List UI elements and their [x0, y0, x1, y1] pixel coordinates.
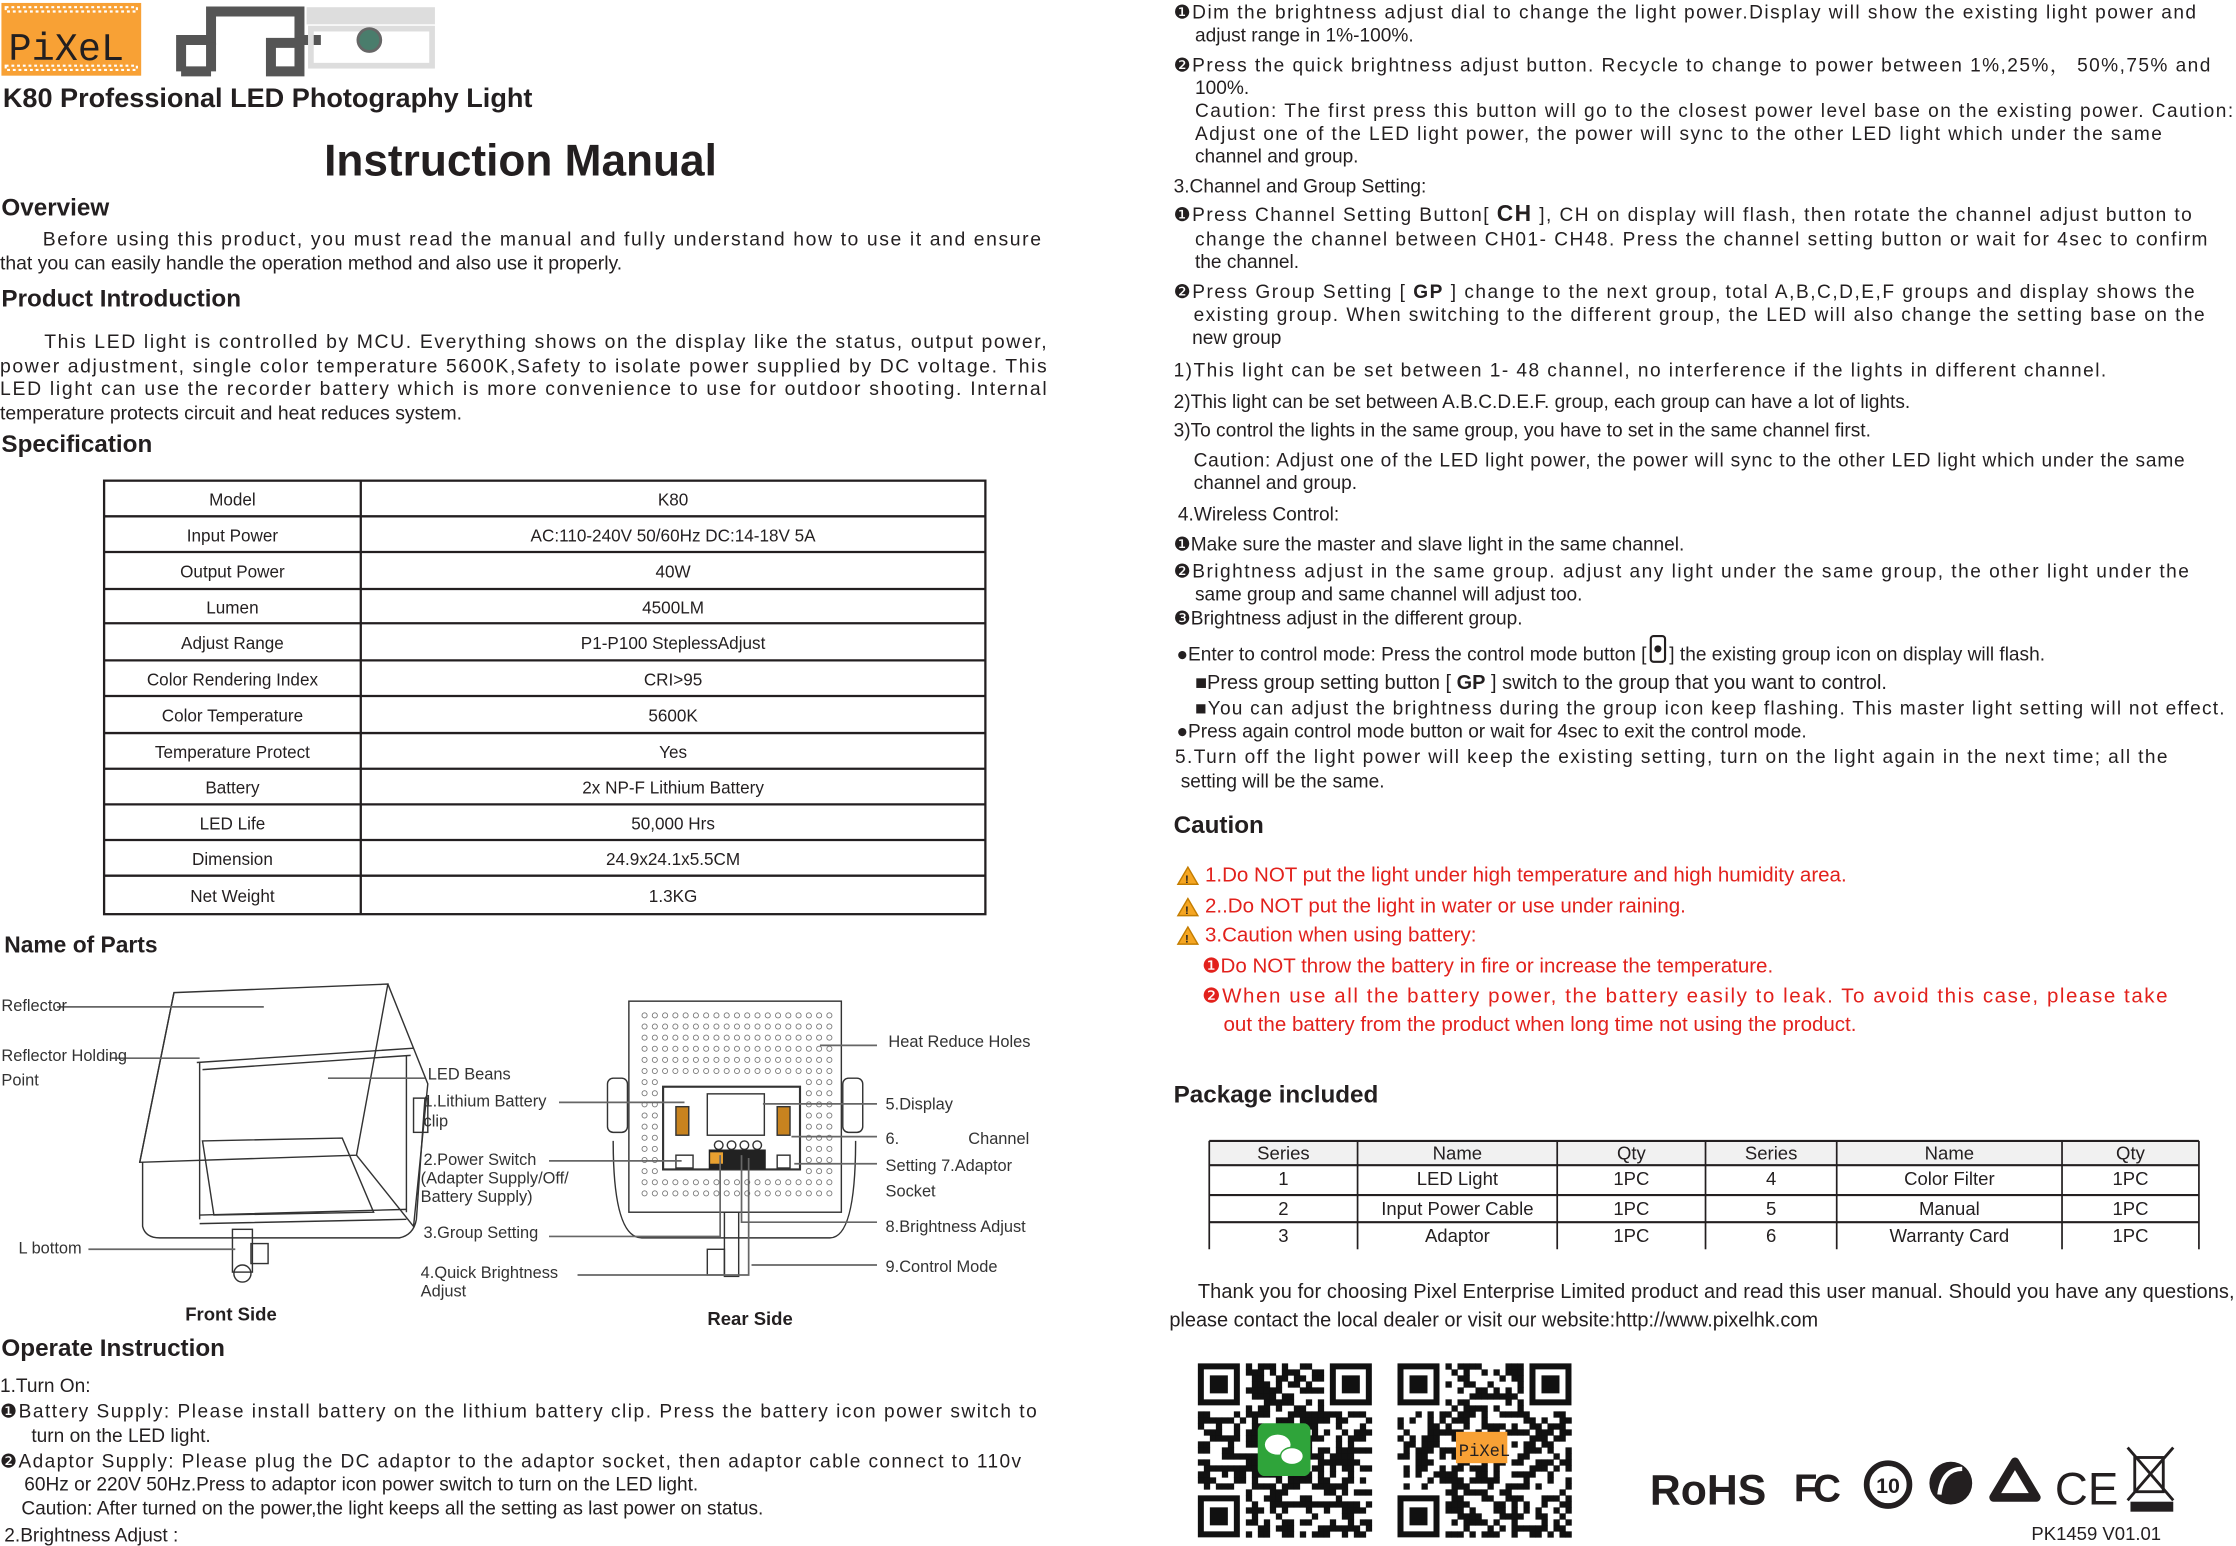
warning-icon	[1178, 927, 1198, 946]
spec-value: AC:110-240V 50/60Hz DC:14-18V 5A	[530, 526, 816, 546]
spec-value: 50,000 Hrs	[631, 814, 715, 834]
rear-side-caption: Rear Side	[707, 1307, 793, 1329]
label-channel-num: 6.	[885, 1129, 900, 1148]
footer-code: PK1459 V01.01	[2031, 1523, 2162, 1545]
instruction-line: same group and same channel will adjust too.	[1195, 584, 1583, 606]
operate-line: ❶Battery Supply: Please install battery on the lithium battery clip. Press the battery icon power switch to	[0, 1401, 1037, 1423]
caution-item: 3.Caution when using battery:	[1204, 923, 1477, 947]
package-cell: 1PC	[2112, 1198, 2149, 1220]
package-header: Name	[1432, 1142, 1483, 1164]
spec-label: Net Weight	[190, 887, 275, 907]
weee-bin-icon	[2128, 1448, 2174, 1512]
package-cell: 1PC	[1613, 1225, 1650, 1247]
spec-value: 4500LM	[642, 598, 705, 618]
spec-label: LED Life	[199, 814, 266, 834]
package-header: Name	[1924, 1142, 1975, 1164]
package-cell: Input Power Cable	[1381, 1198, 1534, 1220]
label-l-bottom: L bottom	[18, 1239, 82, 1258]
instruction-line: existing group. When switching to the different group, the LED will also change the setting base on the	[1193, 304, 2205, 326]
instruction-line: 1)This light can be set between 1- 48 channel, no interference if the lights in different channel.	[1173, 360, 2107, 382]
front-side-diagram	[57, 984, 428, 1282]
spec-label: Output Power	[180, 562, 285, 582]
svg-text:PiXeL: PiXeL	[8, 27, 125, 72]
instruction-line: ❸Brightness adjust in the different group.	[1173, 608, 1523, 630]
overview-line: Before using this product, you must read the manual and fully understand how to use it and ensure	[42, 228, 1041, 251]
package-header: Series	[1257, 1142, 1310, 1164]
package-cell: Manual	[1919, 1198, 1980, 1220]
package-cell: Adaptor	[1424, 1225, 1490, 1247]
instruction-line: adjust range in 1%-100%.	[1195, 25, 1414, 47]
caution-sub-item: ❷When use all the battery power, the battery easily to leak. To avoid this case, please take	[1202, 984, 2168, 1008]
instruction-line: 3)To control the lights in the same group, you have to set in the same channel first.	[1173, 420, 1871, 442]
spec-heading: Specification	[1, 431, 153, 459]
package-cell: Warranty Card	[1889, 1225, 2010, 1247]
svg-text:10: 10	[1876, 1474, 1900, 1499]
instruction-line-group-select: ■Press group setting button [ GP ] switch to the group that you want to control.	[1195, 671, 1887, 694]
intro-heading: Product Introduction	[1, 285, 242, 313]
instruction-line: the channel.	[1195, 252, 1300, 274]
instruction-line: 3.Channel and Group Setting:	[1173, 176, 1427, 198]
manual-title: Instruction Manual	[324, 136, 717, 186]
thanks-line: Thank you for choosing Pixel Enterprise Limited product and read this user manual. Should you have any questions,	[1197, 1280, 2235, 1303]
label-adaptor: Setting 7.Adaptor	[885, 1156, 1013, 1175]
instruction-line: ❶Make sure the master and slave light in the same channel.	[1173, 534, 1685, 556]
operate-line: Caution: After turned on the power,the light keeps all the setting as last power on status.	[21, 1498, 764, 1520]
label-quick-brightness-2: Adjust	[420, 1282, 467, 1301]
spec-label: Model	[209, 490, 256, 510]
package-cell: 1	[1278, 1168, 1289, 1190]
instruction-line: 5.Turn off the light power will keep the existing setting, turn on the light again in the next time; all the	[1175, 747, 2168, 769]
spec-label: Dimension	[192, 849, 273, 869]
label-reflector: Reflector	[1, 997, 67, 1016]
instruction-line: Caution: Adjust one of the LED light power, the power will sync to the other LED light which under the same	[1193, 450, 2185, 472]
pixel-logo-small	[1456, 1432, 1510, 1463]
intro-line: This LED light is controlled by MCU. Everything shows on the display like the status, output power,	[44, 331, 1047, 354]
instruction-line: ❷Press the quick brightness adjust button. Recycle to change to power between 1%,25%， 50%,75% and	[1173, 55, 2211, 77]
label-power-switch-3: Battery Supply)	[420, 1188, 533, 1207]
warning-icon	[1178, 867, 1198, 886]
spec-value: CRI>95	[643, 670, 703, 690]
overview-heading: Overview	[1, 194, 110, 222]
spec-table	[104, 481, 985, 915]
pixel-logo	[1, 3, 141, 76]
instruction-line: ■You can adjust the brightness during the group icon keep flashing. This master light setting will not effect.	[1195, 698, 2225, 720]
control-mode-button-icon	[1651, 636, 1665, 662]
ce-logo: CE	[2054, 1463, 2119, 1515]
recycle-icon	[1994, 1462, 2037, 1498]
spec-label: Adjust Range	[181, 633, 284, 653]
label-quick-brightness: 4.Quick Brightness	[420, 1263, 559, 1282]
label-power-switch-2: (Adapter Supply/Off/	[420, 1169, 569, 1188]
instruction-line: 2)This light can be set between A.B.C.D.E.F. group, each group can have a lot of lights.	[1173, 391, 1911, 413]
operate-line: turn on the LED light.	[31, 1425, 211, 1447]
spec-value: 2x NP-F Lithium Battery	[582, 778, 764, 798]
green-dot-icon	[1929, 1462, 1972, 1505]
right-column-instructions	[1174, 3, 2234, 793]
package-cell: LED Light	[1416, 1168, 1499, 1190]
rohs-logo: RoHS	[1649, 1466, 1767, 1515]
spec-value: 24.9x24.1x5.5CM	[606, 849, 741, 869]
certification-logos	[1650, 1448, 2173, 1515]
caution-item: 2..Do NOT put the light in water or use under raining.	[1204, 894, 1686, 918]
spec-label: Temperature Protect	[154, 743, 310, 763]
spec-label: Battery	[205, 778, 260, 798]
warning-icon	[1178, 898, 1198, 917]
spec-label: Lumen	[206, 598, 259, 618]
operate-line: 1.Turn On:	[0, 1375, 91, 1397]
wechat-icon	[1258, 1423, 1311, 1476]
spec-label: Color Rendering Index	[146, 670, 319, 690]
front-side-caption: Front Side	[185, 1303, 277, 1325]
instruction-line: channel and group.	[1193, 473, 1358, 495]
package-table	[1209, 1141, 2199, 1249]
label-reflector-holding: Reflector Holding	[1, 1047, 128, 1066]
package-cell: 4	[1765, 1168, 1777, 1190]
label-lithium-battery-clip: clip	[423, 1112, 449, 1131]
operate-line: ❷Adaptor Supply: Please plug the DC adaptor to the adaptor socket, then adaptor cable connect to 110v	[0, 1451, 1022, 1473]
instruction-line-control: ●Enter to control mode: Press the control mode button [ ] the existing group icon on display will flash.	[1176, 644, 2046, 666]
package-header: Qty	[1616, 1142, 1646, 1164]
instruction-line: Adjust one of the LED light power, the power will sync to the other LED light which under the same	[1195, 123, 2162, 145]
product-title: K80 Professional LED Photography Light	[2, 82, 533, 114]
package-heading: Package included	[1173, 1081, 1379, 1109]
caution-heading: Caution	[1173, 811, 1264, 839]
spec-value: Yes	[659, 743, 688, 763]
package-cell: 5	[1765, 1198, 1777, 1220]
label-power-switch: 2.Power Switch	[423, 1151, 537, 1170]
svg-text:PiXeL: PiXeL	[1458, 1443, 1511, 1463]
label-brightness-adjust: 8.Brightness Adjust	[885, 1218, 1026, 1237]
package-cell: 1PC	[1613, 1168, 1650, 1190]
instruction-line: ❷Brightness adjust in the same group. adjust any light under the same group, the other light under the	[1173, 561, 2189, 583]
package-cell: Color Filter	[1904, 1168, 1995, 1190]
svg-text:!: !	[1185, 933, 1189, 946]
fc-logo: FC	[1793, 1467, 1837, 1511]
operate-line: 60Hz or 220V 50Hz.Press to adaptor icon power switch to turn on the LED light.	[24, 1474, 699, 1496]
spec-value: 40W	[655, 562, 691, 582]
intro-line: temperature protects circuit and heat reduces system.	[0, 402, 462, 425]
overview-line: that you can easily handle the operation method and also use it properly.	[0, 252, 623, 275]
package-cell: 6	[1765, 1225, 1777, 1247]
spec-value: 1.3KG	[648, 887, 698, 907]
package-cell: 1PC	[2112, 1225, 2149, 1247]
instruction-line: new group	[1192, 327, 1282, 349]
spec-value: P1-P100 SteplessAdjust	[580, 633, 766, 653]
instruction-line: channel and group.	[1195, 146, 1359, 168]
operate-heading: Operate Instruction	[1, 1335, 225, 1363]
spec-label: Input Power	[186, 526, 279, 546]
epup-10-icon	[1867, 1463, 1910, 1506]
product-series-logo	[181, 7, 435, 71]
label-group-setting: 3.Group Setting	[423, 1223, 539, 1242]
package-header: Qty	[2116, 1142, 2145, 1164]
label-reflector-point: Point	[1, 1071, 39, 1090]
spec-value: 5600K	[648, 706, 698, 726]
intro-line: LED light can use the recorder battery which is more convenience to use for outdoor shooting. Internal	[0, 378, 1047, 401]
caution-sub-item: out the battery from the product when long time not using the product.	[1223, 1013, 1857, 1037]
instruction-line-channel: ❶Press Channel Setting Button[ CH ], CH on display will flash, then rotate the channel adjust button to	[1173, 200, 2192, 227]
label-heat-reduce-holes: Heat Reduce Holes	[888, 1032, 1031, 1051]
label-lithium-battery: 1.Lithium Battery	[423, 1092, 547, 1111]
operate-line: 2.Brightness Adjust :	[4, 1525, 179, 1546]
package-cell: 1PC	[1613, 1198, 1650, 1220]
label-socket: Socket	[885, 1182, 936, 1201]
label-channel: Channel	[968, 1129, 1030, 1148]
label-control-mode: 9.Control Mode	[885, 1258, 998, 1277]
instruction-line: ❶Dim the brightness adjust dial to change the light power.Display will show the existing light power and	[1173, 2, 2197, 24]
svg-text:!: !	[1185, 905, 1189, 918]
caution-sub-item: ❶Do NOT throw the battery in fire or increase the temperature.	[1202, 954, 1774, 978]
spec-value: K80	[657, 490, 689, 510]
caution-item: 1.Do NOT put the light under high temperature and high humidity area.	[1204, 863, 1847, 887]
instruction-line: Caution: The first press this button will go to the closest power level base on the existing power. Caution:	[1195, 101, 2234, 123]
label-led-beans: LED Beans	[427, 1065, 511, 1084]
instruction-line: setting will be the same.	[1180, 771, 1385, 793]
parts-heading: Name of Parts	[4, 931, 158, 958]
label-display: 5.Display	[885, 1095, 953, 1114]
thanks-line: please contact the local dealer or visit our website:http://www.pixelhk.com	[1169, 1309, 1819, 1332]
spec-label: Color Temperature	[161, 706, 304, 726]
instruction-line: 4.Wireless Control:	[1177, 504, 1340, 526]
package-cell: 2	[1278, 1198, 1289, 1220]
package-cell: 1PC	[2112, 1168, 2149, 1190]
intro-line: power adjustment, single color temperature 5600K,Safety to isolate power supplied by DC voltage. This	[0, 355, 1047, 378]
svg-text:!: !	[1185, 873, 1189, 886]
package-header: Series	[1744, 1142, 1798, 1164]
package-cell: 3	[1278, 1225, 1289, 1247]
instruction-line: change the channel between CH01- CH48. Press the channel setting button or wait for 4sec to confirm	[1195, 229, 2208, 251]
rear-side-diagram	[549, 1001, 877, 1276]
instruction-line: ●Press again control mode button or wait for 4sec to exit the control mode.	[1176, 721, 1807, 743]
instruction-line: 100%.	[1195, 78, 1250, 100]
instruction-line-group: ❷Press Group Setting [ GP ] change to the next group, total A,B,C,D,E,F groups and display shows the	[1173, 282, 2195, 304]
